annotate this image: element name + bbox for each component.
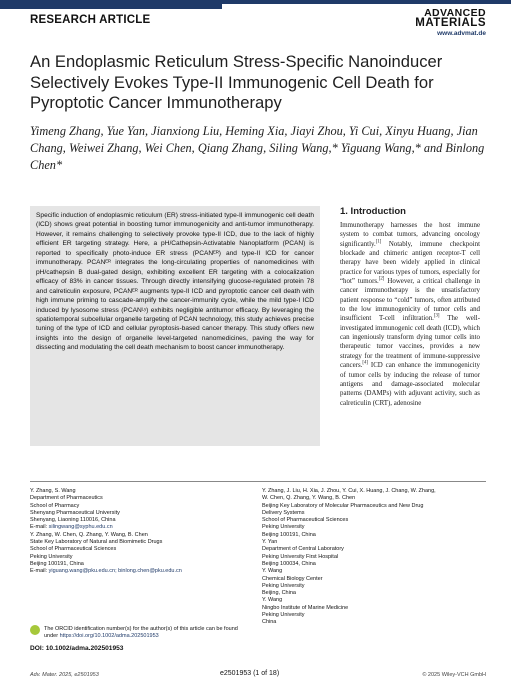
affiliation-line: Beijing, China: [262, 590, 296, 597]
footer-page-number: e2501953 (1 of 18): [220, 670, 280, 677]
journal-url[interactable]: www.advmat.de: [437, 30, 486, 37]
affiliation-line: Beijing 100191, China: [262, 531, 316, 538]
affiliation-line: Shenyang, Liaoning 110016, China: [30, 517, 116, 524]
affiliation-line: Department of Pharmaceutics: [30, 495, 103, 502]
affiliation-line: Y. Yan: [262, 539, 278, 546]
header-bar-right: [222, 0, 511, 4]
email-line: [30, 568, 255, 575]
affiliation-line: Beijing 100191, China: [30, 560, 84, 567]
affiliation-line: Y. Zhang, J. Liu, H. Xia, J. Zhou, Y. Cui, X. Huang, J. Chang, W. Zhang,: [262, 488, 436, 494]
orcid-text: [44, 626, 249, 641]
header-bar-left: [0, 0, 222, 9]
affiliation-line: Beijing 100034, China: [262, 560, 316, 567]
email-line: [30, 524, 255, 531]
affiliation-line: Peking University: [262, 524, 305, 531]
citation-ref-1[interactable]: [1]: [375, 239, 382, 245]
affiliation-line: Beijing Key Laboratory of Molecular Pharmaceutics and New Drug: [262, 502, 424, 509]
footer-copyright: © 2025 Wiley-VCH GmbH: [422, 672, 486, 678]
footer-citation: Adv. Mater. 2025, e2501953: [30, 672, 99, 678]
affiliation-line: State Key Laboratory of Natural and Biomimetic Drugs: [30, 539, 163, 546]
affiliation-line: Y. Wang: [262, 568, 283, 575]
affiliation-line: School of Pharmaceutical Sciences: [30, 546, 117, 553]
email-label: E-mail:: [30, 524, 49, 531]
email-link[interactable]: yiguang.wang@pku.edu.cn; binlong.chen@pku.edu.cn: [48, 568, 182, 575]
citation-ref-2[interactable]: [2]: [378, 276, 385, 282]
affiliation-line: Delivery Systems: [262, 509, 305, 516]
affiliation-line: Y. Zhang, W. Chen, Q. Zhang, Y. Wang, B. Chen: [30, 531, 148, 538]
affiliation-line: Peking University First Hospital: [262, 553, 339, 560]
affiliation-line: Ningbo Institute of Marine Medicine: [262, 604, 349, 611]
affiliation-line: Department of Central Laboratory: [262, 546, 344, 553]
doi-label: DOI: 10.1002/adma.202501953: [30, 645, 124, 652]
abstract-box: Specific induction of endoplasmic reticulum (ER) stress-initiated type-II immunogenic cell death (ICD) shows great potential in boosting tumor immunogenicity and anti-tumor immunotherapy. However, it remains challenging to selectively provoke type-II ICD, due to the lack of highly efficient ER targeting strategy. Here, a pH/Cathepsin-Activatable Nanoplatform (PCAN) is reported to specifically photo-induce ER stress (PCANᴱᴿ) and type-II ICD for cancer immunotherapy. PCANᴱᴿ integrates the long-circulating properties of nanomedicines with pH/cathepsin B dual-gated design, exhibiting excellent ER targeting with a colocalization efficacy of 83% in cancer tissues. Through directly intensifying glucose-regulated protein 78 and calreticulin exposure, PCANᴱᴿ augments type-II ICD and pyroptotic cancer cell death with high immune priming to cascade-amplify the cancer-immunity cycle, while the mild type-I ICD induced by lysosome stress (PCANᴸʸ) exhibits negligible antitumor efficacy. By leveraging the spatiotemporal subcellular organelle targeting of PCAN technology, this study achieves precise tuning of the type of ICD and cellular pyroptosis-based cancer therapy. This study offers new insights into the design of organelle level-targeted nanomedicines, paving the way for dissecting and modulating the cell death mechanism to boost cancer immunotherapy.: [30, 206, 320, 446]
affiliation-line: Peking University: [262, 582, 305, 589]
orcid-icon: [30, 625, 40, 635]
journal-name-line1: ADVANCED: [424, 7, 486, 19]
page-header: [30, 7, 486, 42]
orcid-link[interactable]: https://doi.org/10.1002/adma.202501953: [59, 633, 159, 640]
affiliation-line: Peking University: [30, 553, 73, 560]
email-label: E-mail:: [30, 568, 49, 575]
affiliations-right: [262, 488, 487, 627]
section-heading-introduction: 1. Introduction: [340, 206, 406, 217]
affiliation-line: Y. Wang: [262, 597, 283, 604]
article-type-label: RESEARCH ARTICLE: [30, 14, 151, 26]
affiliation-line: China: [262, 619, 277, 626]
affiliation-line: School of Pharmaceutical Sciences: [262, 517, 349, 524]
author-list: Yimeng Zhang, Yue Yan, Jianxiong Liu, Heming Xia, Jiayi Zhou, Yi Cui, Xinyu Huang, Jian Chang, Weiwei Zhang, Wei Chen, Qiang Zhang, Siling Wang,* Yiguang Wang,* and Binlong Chen*: [30, 124, 485, 172]
orcid-note: [30, 626, 255, 641]
orcid-label: The ORCID identification number(s) for the author(s) of this article can be found under: [44, 626, 238, 640]
article-title: An Endoplasmic Reticulum Stress-Specific Nanoinducer Selectively Evokes Type-II Immunogenic Cell Death for Pyroptotic Cancer Immunotherapy: [30, 52, 443, 112]
email-link[interactable]: silingwang@syphu.edu.cn: [48, 524, 113, 531]
affiliations-left: [30, 488, 255, 576]
journal-name-line2: MATERIALS: [415, 17, 486, 29]
affiliation-line: Peking University: [262, 612, 305, 619]
journal-logo: [415, 8, 486, 38]
affiliation-line: Shenyang Pharmaceutical University: [30, 509, 120, 516]
citation-ref-4[interactable]: [4]: [362, 360, 369, 366]
affiliation-line: W. Chen, Q. Zhang, Y. Wang, B. Chen: [262, 495, 356, 502]
intro-text-4: The well-investigated immunogenic cell death (ICD), which can ingeniously transform dying tumor cells into therapeutic tumor vaccines, provides a new strategy for the treatment of immune-suppressive cancers.: [340, 315, 480, 370]
citation-ref-3[interactable]: [3]: [433, 314, 440, 320]
affiliation-line: Chemical Biology Center: [262, 575, 323, 582]
intro-text-2: Notably, immune checkpoint blockade and chimeric antigen receptor-T cell therapy have been widely applied in clinical practice for various types of tumors, especially for “hot” tumors.: [340, 240, 480, 286]
intro-text-1: Immunotherapy harnesses the host immune system to combat tumors, advancing oncology significantly.: [340, 222, 480, 248]
intro-text-5: ICD can enhance the immunogenicity of tumor cells by inducing the release of tumor antigens and damage-associated molecular patterns (DAMPs) with adjuvant activity, such as calreticulin (CRT), adenosine: [340, 362, 480, 407]
introduction-text: [340, 221, 480, 408]
affiliation-divider: [30, 481, 486, 482]
affiliation-line: Y. Zhang, S. Wang: [30, 488, 76, 494]
affiliation-line: School of Pharmacy: [30, 502, 80, 509]
intro-text-3: However, a critical challenge in cancer immunotherapy is the unsatisfactory patient response to “cold” tumors, often attributed to the low immunogenicity of tumor cells and insufficient T-cell infiltration.: [340, 278, 480, 323]
